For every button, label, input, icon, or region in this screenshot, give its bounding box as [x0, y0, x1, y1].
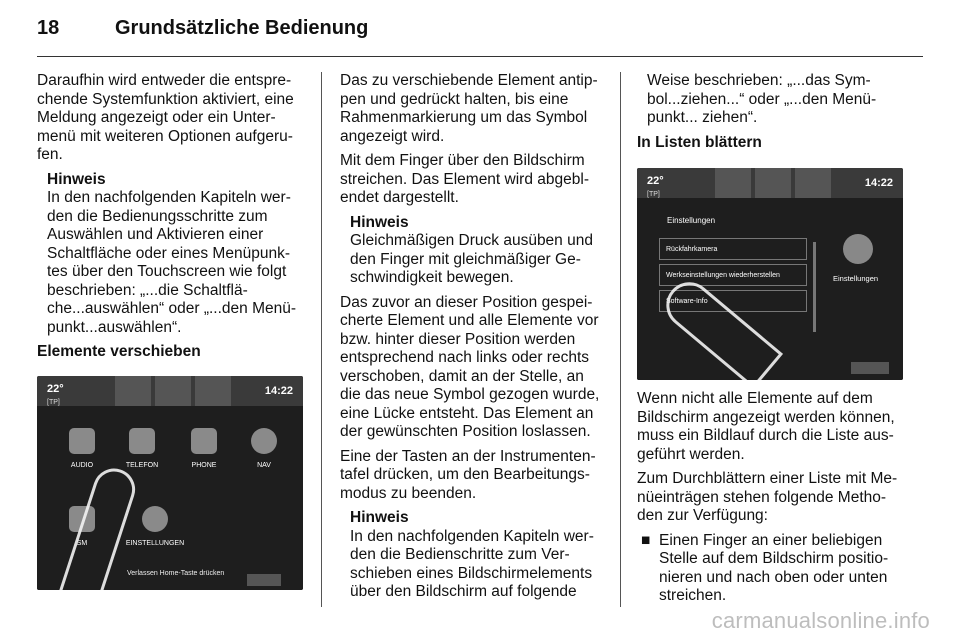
smartphone-icon — [191, 428, 217, 454]
list-item — [637, 532, 903, 606]
app-phone — [177, 428, 231, 476]
column-divider — [620, 72, 621, 607]
list-item: Werkseinstellungen wiederherstellen — [659, 264, 807, 286]
note-title: Hinweis — [350, 509, 409, 526]
tab — [115, 376, 151, 406]
note-box — [350, 509, 606, 602]
paragraph: Zum Durchblättern einer Liste mit Menüeinträgen stehen folgende Methoden zur Verfügung: — [637, 470, 898, 524]
tab — [795, 168, 831, 198]
page-number: 18 — [37, 16, 60, 39]
status-bar — [637, 168, 903, 198]
chapter-title: Grundsätzliche Bedienung — [115, 16, 369, 39]
paragraph: Eine der Tasten an der Instrumententafel drücken, um den Bearbeitungsmodus zu beenden. — [340, 447, 596, 502]
paragraph: Das zu verschiebende Element antippen und gedrückt halten, bis eine Rahmenmarkierung um das Symbol angezeigt wird. — [340, 72, 598, 145]
tp-indicator: [TP] — [647, 191, 660, 198]
tab — [755, 168, 791, 198]
paragraph: Mit dem Finger über den Bildschirm streichen. Das Element wird abgeblendet dargestellt. — [340, 152, 589, 206]
app-grid — [37, 406, 303, 590]
gear-icon — [142, 506, 168, 532]
compass-icon — [251, 428, 277, 454]
app-label: PHONE — [191, 461, 217, 469]
watermark: carmanualsonline.info — [711, 608, 930, 633]
finger-illustration — [657, 273, 783, 380]
collapse-button — [851, 362, 889, 374]
section-heading: In Listen blättern — [637, 133, 762, 151]
column-divider — [321, 72, 322, 607]
settings-list — [637, 198, 903, 380]
note-title: Hinweis — [47, 170, 106, 188]
paragraph: Das zuvor an dieser Position gespeicherte Element und alle Elemente vor bzw. hinter dieser Position werden entsprechend nach links oder rechts verschoben, damit an der Stelle, an die das neue Symbol gezogen wurde, eine Lücke entsteht. Das Element an der gewünschten Position loslassen. — [340, 293, 600, 440]
app-label: SM — [76, 539, 88, 547]
gear-icon — [843, 234, 873, 264]
app-audio — [55, 428, 109, 476]
scrollbar — [813, 242, 816, 332]
status-bar — [37, 376, 303, 406]
clock: 14:22 — [264, 384, 293, 397]
tab — [195, 376, 231, 406]
note-box — [47, 171, 303, 338]
app-telefon — [115, 428, 169, 476]
note-text: In den nachfolgenden Kapiteln werden die Bedienschritte zum Verschieben eines Bildschirmelements über den Bildschirm auf folgende — [350, 527, 594, 600]
note-text: Gleichmäßigen Druck ausüben und den Finger mit gleichmäßiger Geschwindigkeit bewegen. — [350, 232, 593, 286]
note-text: In den nachfolgenden Kapiteln werden die Bedienungsschritte zum Auswählen und Aktivieren einer Schaltfläche oder eines Menüpunktes über den Touchscreen wie folgt beschrieben: „...die Schaltfläche...auswählen“ oder „...den Menüpunkt...auswählen“. — [47, 189, 297, 336]
app-label: TELEFON — [125, 461, 159, 469]
section-heading: Elemente verschieben — [37, 343, 201, 360]
app-label: NAV — [257, 461, 271, 469]
page-header — [37, 8, 368, 48]
note-box — [350, 214, 606, 288]
clock: 14:22 — [864, 177, 893, 189]
tab — [715, 168, 751, 198]
temperature: 22° — [647, 175, 664, 187]
home-screen-figure — [37, 376, 303, 590]
app-nav — [237, 428, 291, 476]
side-label: Einstellungen — [833, 274, 879, 283]
column-2 — [340, 72, 606, 608]
list-item: Rückfahrkamera — [659, 238, 807, 260]
app-label: AUDIO — [70, 461, 94, 469]
temperature: 22° — [47, 382, 64, 395]
bullet-icon: ■ — [641, 531, 651, 549]
tp-indicator: [TP] — [47, 398, 60, 406]
list-item: Software-Info — [659, 290, 807, 312]
music-icon — [69, 428, 95, 454]
bullet-text: Einen Finger an einer beliebigen Stelle auf dem Bildschirm positionieren und nach oben oder unten streichen. — [659, 531, 889, 604]
screen-footer: Verlassen Home-Taste drücken — [127, 570, 225, 577]
app-label: EINSTELLUNGEN — [125, 539, 185, 547]
collapse-button — [247, 574, 281, 586]
column-3 — [637, 72, 903, 606]
paragraph: Weise beschrieben: „...das Symbol...ziehen...“ oder „...den Menüpunkt... ziehen“. — [647, 72, 877, 126]
phone-icon — [129, 428, 155, 454]
column-1 — [37, 72, 303, 590]
paragraph: Wenn nicht alle Elemente auf dem Bildschirm angezeigt werden können, muss ein Bildlauf durch die Liste ausgeführt werden. — [637, 390, 895, 463]
note-title: Hinweis — [350, 213, 409, 231]
paragraph: Daraufhin wird entweder die entsprechende Systemfunktion aktiviert, eine Meldung angezeigt oder ein Untermenü mit weiteren Optionen aufgerufen. — [37, 72, 294, 163]
settings-list-figure — [637, 168, 903, 380]
list-title: Einstellungen — [667, 216, 716, 225]
tab — [155, 376, 191, 406]
header-rule — [37, 56, 923, 57]
